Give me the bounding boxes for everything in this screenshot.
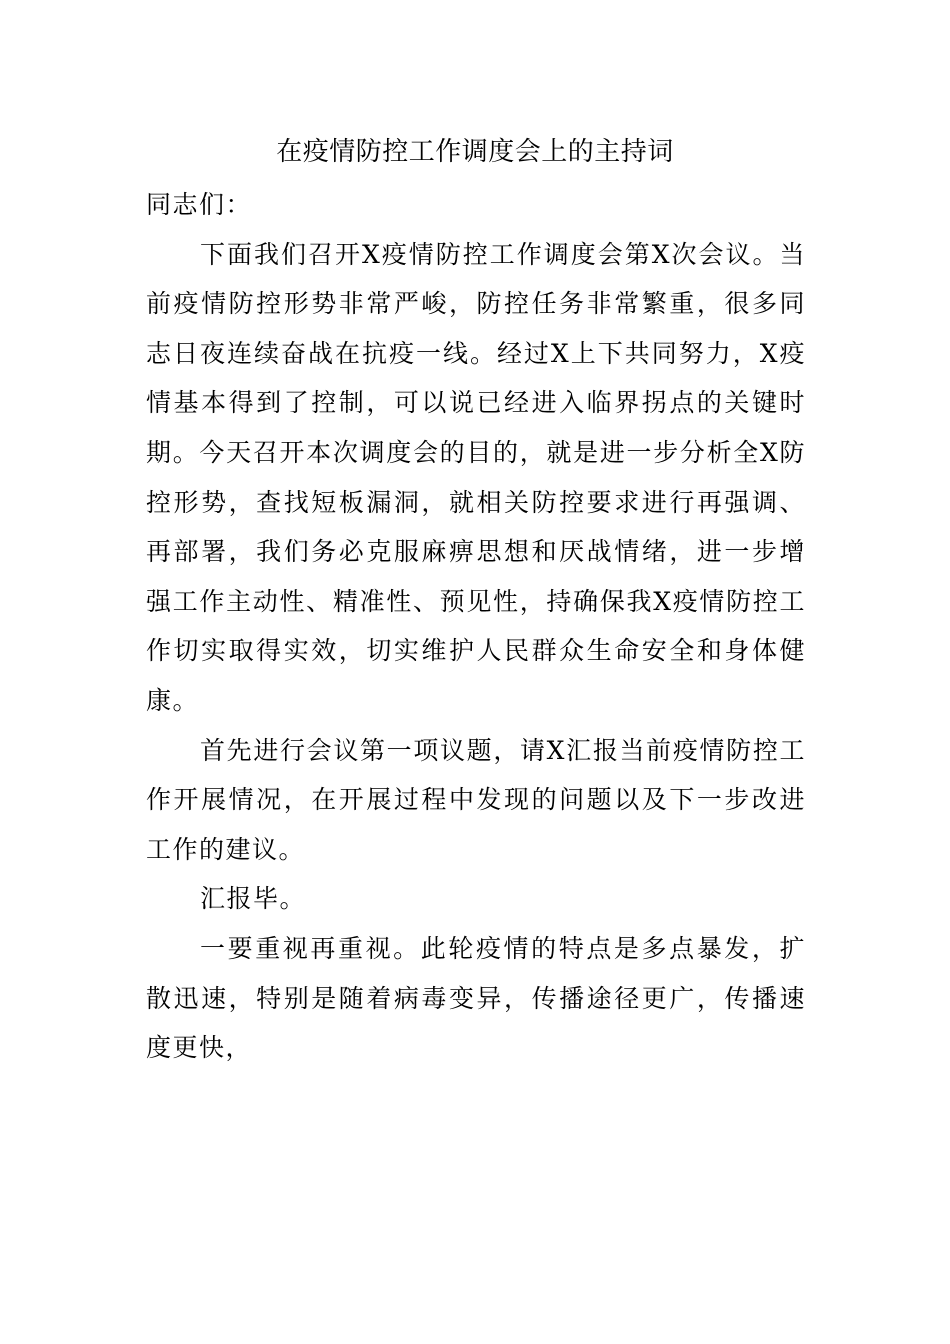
salutation: 同志们： <box>146 190 253 219</box>
document-title: 在疫情防控工作调度会上的主持词 <box>276 137 674 167</box>
paragraph-first-requirement: 一要重视再重视。此轮疫情的特点是多点暴发，扩散迅速，特别是随着病毒变异，传播途径更广，传播速度更快， <box>146 933 806 1063</box>
paragraph-agenda-item: 首先进行会议第一项议题，请X汇报当前疫情防控工作开展情况，在开展过程中发现的问题以及下一步改进工作的建议。 <box>146 735 806 864</box>
paragraph-opening: 下面我们召开X疫情防控工作调度会第X次会议。当前疫情防控形势非常严峻，防控任务非常繁重，很多同志日夜连续奋战在抗疫一线。经过X上下共同努力，X疫情基本得到了控制，可以说已经进入临界拐点的关键时期。今天召开本次调度会的目的，就是进一步分析全X防控形势，查找短板漏洞，就相关防控要求进行再强调、再部署，我们务必克服麻痹思想和厌战情绪，进一步增强工作主动性、精准性、预见性，持确保我X疫情防控工作切实取得实效，切实维护人民群众生命安全和身体健康。 <box>146 239 806 715</box>
document-body <box>146 180 806 1073</box>
paragraph-report-done: 汇报毕。 <box>200 884 307 914</box>
